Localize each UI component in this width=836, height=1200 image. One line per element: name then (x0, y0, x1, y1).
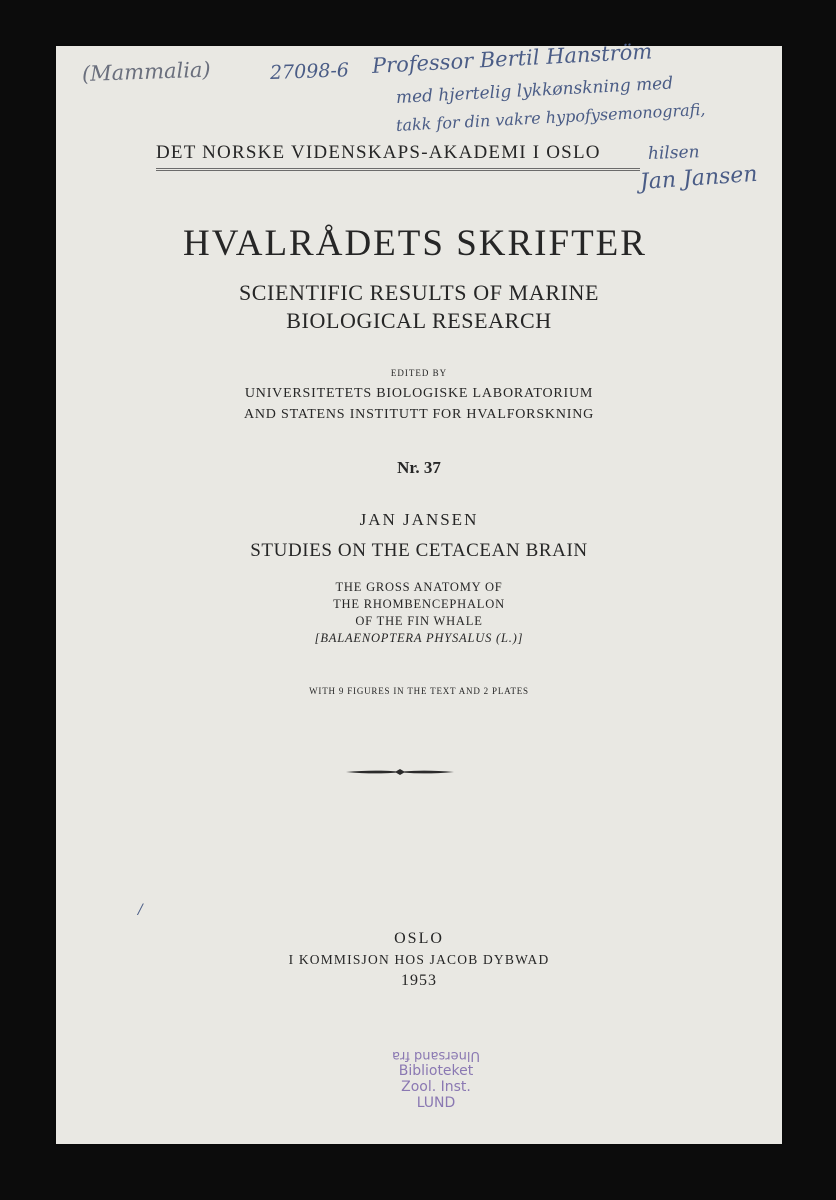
series-subtitle-line-1: SCIENTIFIC RESULTS OF MARINE (238, 280, 600, 305)
editor-line-2: AND STATENS INSTITUTT FOR HVALFORSKNING (243, 407, 595, 422)
work-detail-line-4: [BALAENOPTERA PHYSALUS (L.)] (314, 631, 524, 645)
library-stamp (356, 1046, 516, 1111)
stamp-line-4: LUND (416, 1095, 456, 1111)
imprint-place: OSLO (394, 930, 444, 947)
stamp-line-2: Biblioteket (398, 1063, 474, 1079)
academy-name: DET NORSKE VIDENSKAPS-AKADEMI I OSLO (156, 142, 601, 163)
handwritten-margin-mark: / (138, 902, 143, 918)
figures-note: WITH 9 FIGURES IN THE TEXT AND 2 PLATES (309, 686, 529, 696)
series-subtitle-line-2: BIOLOGICAL RESEARCH (286, 308, 552, 333)
handwritten-signature: Jan Jansen (639, 161, 759, 195)
editor-line-1: UNIVERSITETETS BIOLOGISKE LABORATORIUM (244, 386, 594, 401)
handwritten-dedication-line-4: hilsen (647, 142, 700, 164)
handwritten-dedication-line-2: med hjertelig lykkønskning med (395, 73, 674, 108)
stamp-line-3: Zool. Inst. (401, 1079, 471, 1095)
imprint-year: 1953 (401, 972, 437, 989)
header-rule (156, 168, 640, 171)
work-detail-line-1: THE GROSS ANATOMY OF (335, 580, 503, 594)
handwritten-classification: (Mammalia) (81, 57, 212, 86)
handwritten-dedication-line-3: takk for din vakre hypofysemonografi, (395, 99, 706, 135)
work-detail-line-2: THE RHOMBENCEPHALON (333, 597, 505, 611)
work-detail-line-3: OF THE FIN WHALE (355, 614, 483, 628)
imprint-publisher: I KOMMISJON HOS JACOB DYBWAD (288, 952, 550, 967)
issue-number: Nr. 37 (397, 458, 441, 477)
author-name: JAN JANSEN (359, 510, 479, 529)
work-title: STUDIES ON THE CETACEAN BRAIN (250, 540, 588, 561)
stamp-line-1: Ulnersand fra (392, 1048, 480, 1063)
handwritten-dedication-line-1: Professor Bertil Hanström (371, 39, 653, 78)
series-title: HVALRÅDETS SKRIFTER (183, 223, 647, 264)
decorative-ornament-icon (344, 766, 456, 778)
title-page (56, 39, 782, 1144)
edited-by-label: EDITED BY (390, 368, 448, 378)
handwritten-accession-number: 27098-6 (269, 59, 350, 84)
